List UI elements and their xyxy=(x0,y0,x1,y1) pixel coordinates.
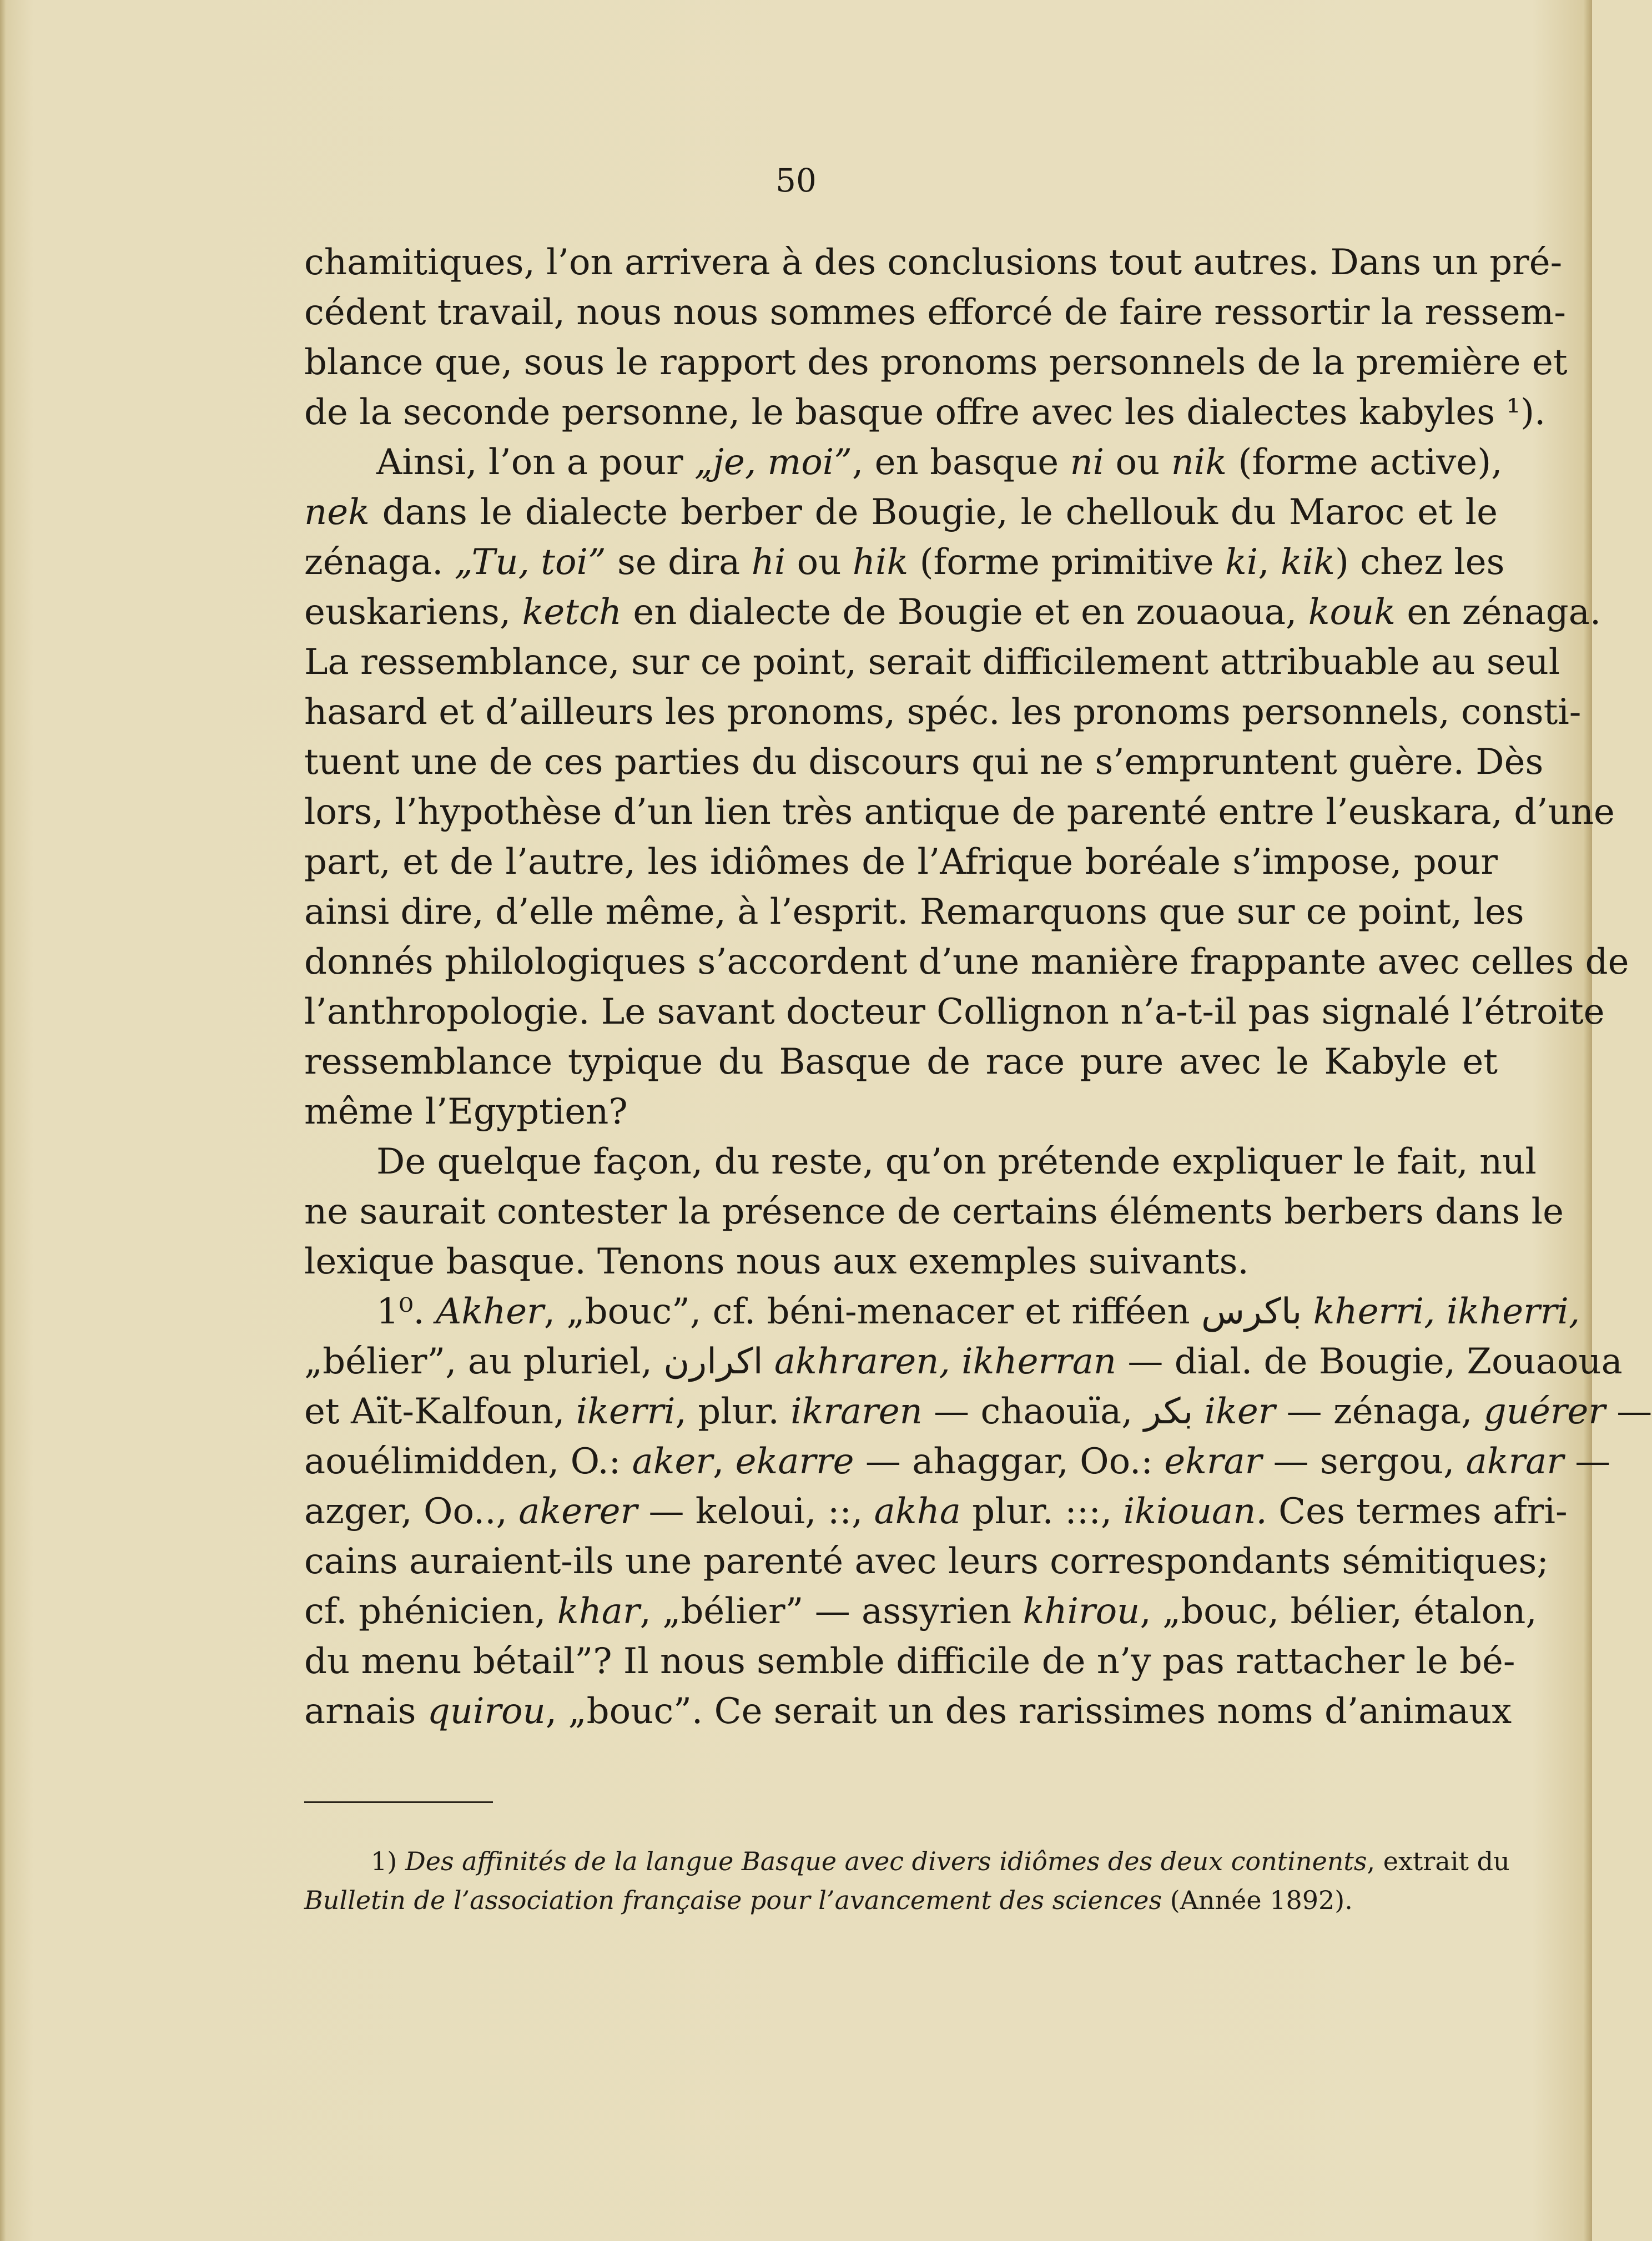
text-line xyxy=(304,1537,1549,1587)
text-run: — dial. de Bougie, Zouaoua xyxy=(1116,1341,1623,1382)
italic-text: ekrar xyxy=(1164,1441,1262,1482)
text-run: Ainsi, l’on a pour xyxy=(376,442,694,483)
text-line xyxy=(304,487,1498,537)
italic-text: akhraren, ikherran xyxy=(774,1341,1117,1382)
text-run: — xyxy=(1605,1391,1652,1432)
text-line xyxy=(304,1587,1537,1636)
italic-text: ketch xyxy=(522,592,622,633)
italic-text: ikerri xyxy=(576,1391,676,1432)
text-run: , „bouc, bélier, étalon, xyxy=(1140,1591,1537,1632)
italic-text: akha xyxy=(874,1491,961,1532)
text-line xyxy=(304,737,1544,787)
text-run: se dira xyxy=(606,542,752,583)
text-run: arnais xyxy=(304,1691,427,1732)
text-line xyxy=(304,837,1498,887)
text-run: — xyxy=(1563,1441,1611,1482)
text-line xyxy=(304,787,1615,837)
text-run: hasard et d’ailleurs les pronoms, spéc. les pronoms personnels, consti- xyxy=(304,692,1582,733)
italic-text: ikraren xyxy=(790,1391,923,1432)
text-run: part, et de l’autre, les idiômes de l’Afrique boréale s’impose, pour xyxy=(304,842,1498,883)
text-run: du menu bétail”? Il nous semble difficile de n’y pas rattacher le bé- xyxy=(304,1641,1515,1682)
italic-text: ki xyxy=(1225,542,1258,583)
text-run: اكرارن xyxy=(663,1341,763,1382)
text-run: , xyxy=(712,1441,736,1482)
text-line xyxy=(304,1636,1515,1686)
text-run: cains auraient-ils une parenté avec leurs correspondants sémitiques; xyxy=(304,1541,1549,1582)
text-line xyxy=(304,537,1505,587)
italic-text: nek xyxy=(304,492,370,533)
italic-text: kherri, ikherri, xyxy=(1313,1291,1580,1332)
italic-text: „Tu, toi” xyxy=(454,542,606,583)
italic-text: khirou xyxy=(1023,1591,1140,1632)
italic-text: „je, moi” xyxy=(694,442,852,483)
footnote xyxy=(304,1842,1510,1920)
italic-text: ikiouan. xyxy=(1123,1491,1267,1532)
text-run: ou xyxy=(1104,442,1171,483)
text-line xyxy=(304,1686,1512,1736)
italic-text: ekarre xyxy=(735,1441,854,1482)
text-line xyxy=(304,587,1601,637)
page-left-edge xyxy=(0,0,6,2241)
text-line xyxy=(304,1187,1564,1237)
text-run: lexique basque. Tenons nous aux exemples suivants. xyxy=(304,1241,1249,1282)
text-line xyxy=(304,288,1566,338)
footnote-line xyxy=(304,1881,1498,1920)
text-run: dans le dialecte berber de Bougie, le chellouk du Maroc et le xyxy=(369,492,1498,533)
text-run: , en basque xyxy=(852,442,1070,483)
text-line xyxy=(304,1387,1652,1437)
text-run: , extrait du xyxy=(1367,1846,1510,1876)
text-run: même l’Egyptien? xyxy=(304,1091,628,1132)
italic-text: Bulletin de l’association française pour l’avancement des sciences xyxy=(304,1885,1162,1915)
footnote-line xyxy=(304,1842,1510,1881)
text-run: — sergou, xyxy=(1262,1441,1466,1482)
text-run: — ahaggar, Oo.: xyxy=(854,1441,1165,1482)
italic-text: ni xyxy=(1070,442,1105,483)
text-run: donnés philologiques s’accordent d’une manière frappante avec celles de xyxy=(304,941,1629,983)
text-run: , xyxy=(1258,542,1281,583)
italic-text: nik xyxy=(1171,442,1227,483)
text-run: , „bélier” — assyrien xyxy=(639,1591,1023,1632)
text-line xyxy=(304,1087,1498,1137)
text-run: 1) xyxy=(371,1846,405,1876)
text-run: , „bouc”, cf. béni-menacer et rifféen xyxy=(543,1291,1202,1332)
text-run xyxy=(1302,1291,1313,1332)
text-run: (Année 1892). xyxy=(1162,1885,1353,1915)
text-run: — chaouïa, xyxy=(922,1391,1144,1432)
text-run: et Aït-Kalfoun, xyxy=(304,1391,576,1432)
text-run: La ressemblance, sur ce point, serait difficilement attribuable au seul xyxy=(304,642,1560,683)
italic-text: khar xyxy=(557,1591,640,1632)
text-line xyxy=(304,238,1563,288)
text-line xyxy=(304,937,1629,987)
text-run: aouélimidden, O.: xyxy=(304,1441,632,1482)
text-run xyxy=(763,1341,774,1382)
text-line xyxy=(304,437,1503,487)
body-text xyxy=(304,238,1652,1736)
text-run: — zénaga, xyxy=(1275,1391,1484,1432)
text-run: zénaga. xyxy=(304,542,455,583)
italic-text: Akher xyxy=(436,1291,544,1332)
italic-text: hi xyxy=(751,542,786,583)
text-run: (forme active), xyxy=(1227,442,1503,483)
text-line xyxy=(304,1487,1568,1537)
italic-text: kouk xyxy=(1308,592,1396,633)
text-run: باكرس xyxy=(1201,1291,1302,1332)
italic-text: hik xyxy=(852,542,909,583)
text-run: ) chez les xyxy=(1334,542,1505,583)
text-run: l’anthropologie. Le savant docteur Collignon n’a-t-il pas signalé l’étroite xyxy=(304,991,1605,1033)
italic-text: akrar xyxy=(1465,1441,1564,1482)
text-run: De quelque façon, du reste, qu’on prétende expliquer le fait, nul xyxy=(376,1141,1537,1182)
text-run: Ces termes afri- xyxy=(1267,1491,1568,1532)
text-run: ainsi dire, d’elle même, à l’esprit. Remarquons que sur ce point, les xyxy=(304,892,1524,933)
text-run: lors, l’hypothèse d’un lien très antique de parenté entre l’euskara, d’une xyxy=(304,792,1615,833)
text-run: „bélier”, au pluriel, xyxy=(304,1341,664,1382)
text-run: de la seconde personne, le basque offre avec les dialectes kabyles ¹). xyxy=(304,392,1546,433)
text-run: بكر xyxy=(1144,1391,1193,1432)
text-run: ne saurait contester la présence de certains éléments berbers dans le xyxy=(304,1191,1564,1232)
text-line xyxy=(304,1287,1580,1337)
italic-text: aker xyxy=(632,1441,713,1482)
text-line xyxy=(304,887,1524,937)
text-run: ou xyxy=(785,542,853,583)
text-run: blance que, sous le rapport des pronoms personnels de la première et xyxy=(304,342,1568,383)
text-run: cédent travail, nous nous sommes efforcé de faire ressortir la ressem- xyxy=(304,292,1566,333)
text-line xyxy=(304,387,1546,437)
text-line xyxy=(304,1037,1498,1087)
text-line xyxy=(304,1237,1498,1287)
italic-text: iker xyxy=(1204,1391,1276,1432)
page-right-edge xyxy=(1584,0,1592,2241)
text-line xyxy=(304,338,1568,387)
text-line xyxy=(304,1437,1611,1487)
text-run: , plur. xyxy=(675,1391,791,1432)
text-run: ressemblance typique du Basque de race pure avec le Kabyle et xyxy=(304,1041,1498,1082)
italic-text: akerer xyxy=(518,1491,638,1532)
text-run xyxy=(1193,1391,1204,1432)
footnote-separator xyxy=(304,1801,493,1803)
text-line xyxy=(304,987,1605,1037)
text-run: tuent une de ces parties du discours qui ne s’empruntent guère. Dès xyxy=(304,742,1544,783)
text-run: chamitiques, l’on arrivera à des conclusions tout autres. Dans un pré- xyxy=(304,242,1563,283)
text-line xyxy=(304,1137,1537,1187)
italic-text: kik xyxy=(1280,542,1335,583)
text-line xyxy=(304,1337,1623,1387)
italic-text: guérer xyxy=(1483,1391,1605,1432)
text-run: en zénaga. xyxy=(1396,592,1601,633)
text-run: 1⁰. xyxy=(376,1291,436,1332)
text-run: — keloui, ::, xyxy=(637,1491,874,1532)
page-number: 50 xyxy=(775,162,817,199)
text-line xyxy=(304,637,1560,687)
text-run: plur. :::, xyxy=(960,1491,1124,1532)
text-run: en dialecte de Bougie et en zouaoua, xyxy=(622,592,1308,633)
italic-text: quirou xyxy=(427,1691,546,1732)
text-run: cf. phénicien, xyxy=(304,1591,557,1632)
text-run: (forme primitive xyxy=(908,542,1225,583)
text-line xyxy=(304,687,1582,737)
text-run: azger, Oo.., xyxy=(304,1491,519,1532)
text-run: euskariens, xyxy=(304,592,522,633)
italic-text: Des affinités de la langue Basque avec divers idiômes des deux continents xyxy=(405,1846,1367,1876)
text-run: , „bouc”. Ce serait un des rarissimes noms d’animaux xyxy=(545,1691,1512,1732)
